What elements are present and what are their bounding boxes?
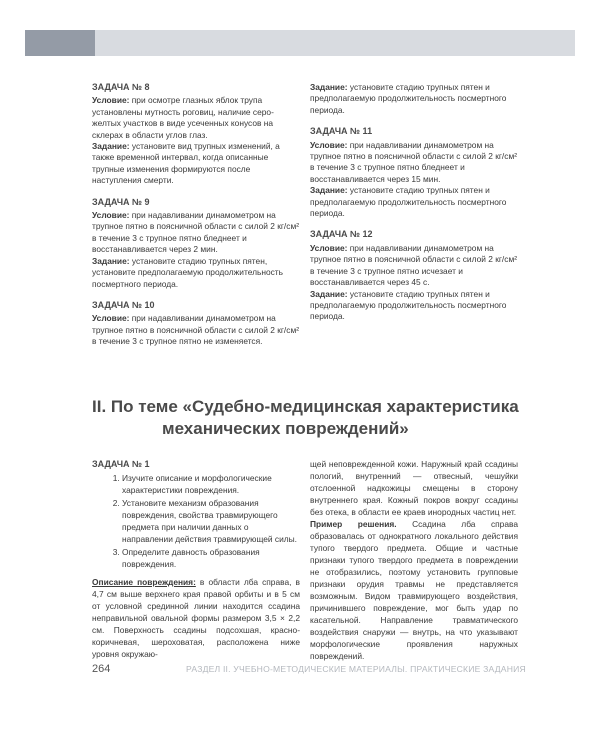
task-11: [310, 126, 518, 219]
description-continued: щей неповрежденной кожи. Наружный край ссадины пологий, внутренний — отвесный, чешуйки отслоенной надкожицы смещены в сторону внутреннего края. Кожный покров вокруг ссадины без отека, в области ее краев инородных частиц нет.: [310, 459, 518, 517]
section-heading: [92, 396, 532, 440]
section-heading-line2: механических повреждений»: [162, 419, 409, 438]
list-item: 3. Определите давность образования повреждения.: [122, 546, 300, 570]
assignment-label: Задание:: [310, 82, 348, 92]
list-item: 2. Установите механизм образования повреждения, свойства травмирующего предмета при наличии данных о направлении действия травмирующей силы.: [122, 497, 300, 545]
description-text: в области лба справа, в 4,7 см выше верхнего края правой орбиты и в 5 см от условной срединной линии находится ссадина неправильной овальной формы размером 3,5 × 2,2 см. Поверхность ссадины подсохшая, красно-коричневая, шероховатая, расположена ниже уровня окружаю-: [92, 577, 300, 659]
task-title: ЗАДАЧА № 12: [310, 229, 373, 240]
assignment-text: установите вид трупных изменений, а также временной интервал, когда описанные трупные изменения формируются после наступления смерти.: [92, 141, 280, 186]
condition-text: при надавливании динамометром на трупное пятно в поясничной области с силой 2 кг/см² в течение 3 с трупное пятно бледнеет и восстанавливается через 15 мин.: [310, 139, 517, 184]
condition-label: Условие:: [310, 139, 348, 150]
example-text: Ссадина лба справа образовалась от однократного локального действия тупого твердого предмета. Общие и частные признаки тупого твердого предмета в повреждении не отобразились, поэтому установить групповые признаки орудия травмы не представляется возможным. Видом травмирующего воздействия, причинившего повреждение, мог быть удар по касательной. Направление травматического воздействия снаружи — внутрь, на что указывают морфологические проявления наружных повреждений.: [310, 519, 518, 661]
task-title: ЗАДАЧА № 10: [92, 299, 155, 310]
list-item: 1. Изучите описание и морфологические характеристики повреждения.: [122, 472, 300, 496]
task1-steps: [92, 472, 300, 570]
assignment-text: установите стадию трупных пятен и предполагаемую продолжительность посмертного периода.: [310, 82, 507, 115]
section-heading-line1: II. По теме «Судебно-медицинская характеристика: [92, 397, 519, 416]
task-condition: [92, 210, 300, 256]
task-title: ЗАДАЧА № 11: [310, 126, 373, 137]
header-band-dark: [25, 30, 95, 56]
condition-text: при надавливании динамометром на трупное пятно в поясничной области с силой 2 кг/см² в течение 3 с трупное пятно исчезает и восстанавливается через 45 с.: [310, 242, 517, 288]
task-9: [92, 197, 300, 290]
task-8: [92, 82, 300, 187]
solution-example: [310, 518, 518, 662]
condition-text: при надавливании динамометром на трупное пятно в поясничной области с силой 2 кг/см² в течение 3 с трупное пятно бледнеет и восстанавливается через 2 мин.: [92, 210, 299, 255]
task-title: ЗАДАЧА № 1: [92, 459, 150, 469]
task-title: ЗАДАЧА № 8: [92, 82, 150, 92]
task-assignment: [92, 141, 300, 187]
tasks-right-column: [310, 82, 518, 333]
task-assignment: [310, 82, 518, 116]
condition-text: при осмотре глазных яблок трупа установлены мутность роговиц, наличие серо-желтых участков в виде усеченных конусов на склерах в области углов глаз.: [92, 95, 274, 140]
condition-label: Условие:: [92, 95, 130, 106]
header-band-light: [95, 30, 575, 56]
running-title: РАЗДЕЛ II. УЧЕБНО-МЕТОДИЧЕСКИЕ МАТЕРИАЛЫ. ПРАКТИЧЕСКИЕ ЗАДАНИЯ: [186, 664, 526, 674]
description-label: Описание повреждения:: [92, 577, 196, 587]
task-assignment: [310, 289, 518, 323]
task-condition: [310, 140, 518, 186]
page-number: 264: [92, 663, 111, 675]
condition-label: Условие:: [92, 210, 130, 221]
task1-left-column: [92, 458, 300, 660]
condition-text: при надавливании динамометром на трупное пятно в поясничной области с силой 2 кг/см² в течение 3 с трупное пятно не изменяется.: [92, 313, 299, 347]
task-condition: [310, 243, 518, 289]
task1-right-column: [310, 458, 518, 662]
assignment-text: установите стадию трупных пятен и предполагаемую продолжительность посмертного периода.: [310, 185, 507, 219]
task-12: [310, 229, 518, 322]
tasks-left-column: [92, 82, 300, 358]
task-10: [92, 300, 300, 348]
task-assignment: [92, 256, 300, 290]
assignment-label: Задание:: [92, 141, 130, 152]
task-10-continued: [310, 82, 518, 116]
assignment-label: Задание:: [92, 255, 130, 266]
assignment-text: установите стадию трупных пятен, установите предполагаемую продолжительность посмертного периода.: [92, 255, 283, 289]
assignment-label: Задание:: [310, 288, 348, 299]
task-condition: [92, 95, 300, 141]
injury-description: [92, 576, 300, 660]
example-label: Пример решения.: [310, 519, 397, 529]
assignment-label: Задание:: [310, 185, 348, 196]
task-title: ЗАДАЧА № 9: [92, 196, 150, 207]
condition-label: Условие:: [92, 313, 130, 324]
assignment-text: установите стадию трупных пятен и предполагаемую продолжительность посмертного периода.: [310, 288, 507, 322]
task-condition: [92, 313, 300, 347]
task-assignment: [310, 185, 518, 219]
condition-label: Условие:: [310, 242, 348, 253]
